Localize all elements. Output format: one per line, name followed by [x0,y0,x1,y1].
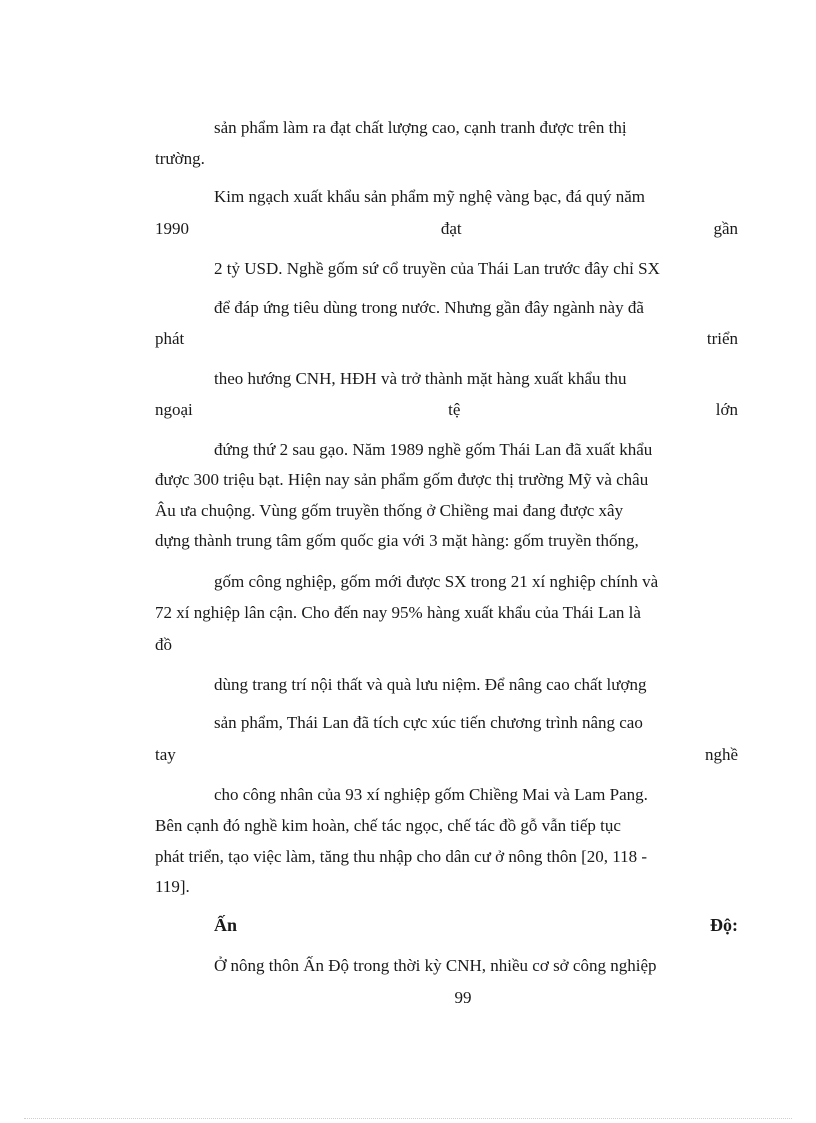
text-line: đồ [155,635,172,654]
word: tệ [448,400,461,419]
text-line: Bên cạnh đó nghề kim hoàn, chế tác ngọc, chế tác đồ gỗ vẫn tiếp tục [155,816,621,835]
page-border [24,1118,792,1119]
text-line: 2 tỷ USD. Nghề gốm sứ cổ truyền của Thái Lan trước đây chỉ SX [214,259,660,278]
text-line: đứng thứ 2 sau gạo. Năm 1989 nghề gốm Thái Lan đã xuất khẩu [214,440,653,459]
word: phát [155,329,185,348]
text-line: dựng thành trung tâm gốm quốc gia với 3 mặt hàng: gốm truyền thống, [155,531,639,550]
text-line: Ở nông thôn Ấn Độ trong thời kỳ CNH, nhiều cơ sở công nghiệp [214,956,657,975]
justified-line [155,399,738,421]
text-line: sản phẩm làm ra đạt chất lượng cao, cạnh tranh được trên thị [214,118,627,137]
text-line: theo hướng CNH, HĐH và trở thành mặt hàng xuất khẩu thu [214,369,627,388]
word: Độ: [710,915,738,935]
section-heading [214,914,738,936]
word: Ấn [214,915,238,935]
text-line: Âu ưa chuộng. Vùng gốm truyền thống ở Chiềng mai đang được xây [155,501,624,520]
page-number: 99 [454,988,472,1007]
word: nghề [704,745,738,764]
text-line: Kim ngạch xuất khẩu sản phẩm mỹ nghệ vàng bạc, đá quý năm [214,187,646,206]
word: lớn [715,400,738,419]
justified-line [155,744,738,766]
text-line: phát triển, tạo việc làm, tăng thu nhập cho dân cư ở nông thôn [20, 118 - [155,847,648,866]
text-line: cho công nhân của 93 xí nghiệp gốm Chiềng Mai và Lam Pang. [214,785,648,804]
word: tay [155,745,176,764]
word: 1990 [155,219,189,238]
justified-line [155,328,738,350]
text-line: để đáp ứng tiêu dùng trong nước. Nhưng gần đây ngành này đã [214,298,644,317]
word: gần [713,219,738,238]
text-line: trường. [155,149,205,168]
word: ngoại [155,400,193,419]
text-line: dùng trang trí nội thất và quà lưu niệm. Để nâng cao chất lượng [214,675,647,694]
justified-line [155,218,738,240]
text-line: gốm công nghiệp, gốm mới được SX trong 21 xí nghiệp chính và [214,572,659,591]
text-line: sản phẩm, Thái Lan đã tích cực xúc tiến chương trình nâng cao [214,713,643,732]
text-line: 119]. [155,877,190,896]
word: đạt [440,219,462,238]
text-line: 72 xí nghiệp lân cận. Cho đến nay 95% hàng xuất khẩu của Thái Lan là [155,603,641,622]
text-line: được 300 triệu bạt. Hiện nay sản phẩm gốm được thị trường Mỹ và châu [155,470,649,489]
word: triển [706,329,738,348]
